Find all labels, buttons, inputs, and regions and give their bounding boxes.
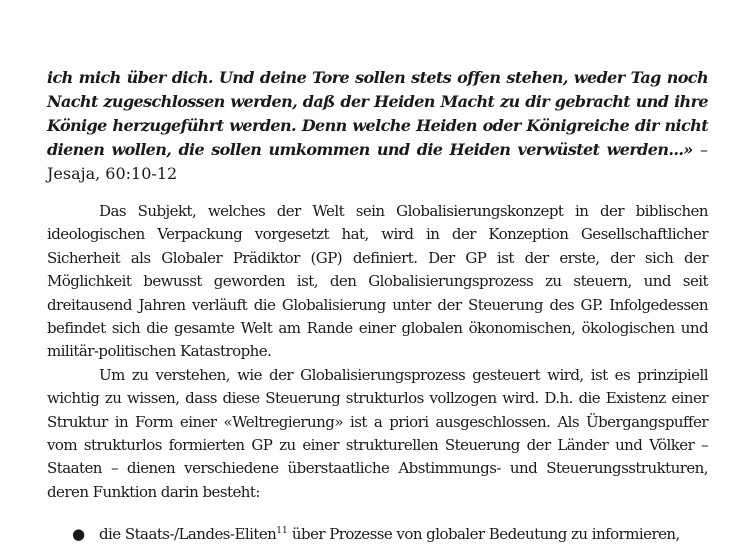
paragraph-structureless-control: Um zu verstehen, wie der Globalisierungsprozess gesteuert wird, ist es prinzipiell wichtig zu wissen, dass diese Steuerung strukturlos vollzogen wird. D.h. die Existenz einer Struktur in Form einer «Weltregierung» ist a priori ausgeschlossen. Als Übergangspuffer vom strukturlos formierten GP zu einer strukturellen Steuerung der Länder und Völker – Staaten – dienen verschiedene überstaatliche Abstimmungs- und Steuerungsstrukturen, deren Funktion darin besteht: [47,365,708,501]
bullet-list [47,523,708,546]
quote-text: ich mich über dich. Und deine Tore sollen stets offen stehen, weder Tag noch Nacht zugeschlossen werden, daß der Heiden Macht zu dir gebracht und ihre Könige herzugeführt werden. Denn welche Heiden oder Königreiche dir nicht dienen wollen, die sollen umkommen und die Heiden verwüstet werden...» [47,68,708,159]
paragraph-global-predictor: Das Subjekt, welches der Welt sein Globalisierungskonzept in der biblischen ideologischen Verpackung vorgesetzt hat, wird in der Konzeption Gesellschaftlicher Sicherheit als Globaler Prädiktor (GP) definiert. Der GP ist der erste, der sich der Möglichkeit bewusst geworden ist, den Globalisierungsprozess zu steuern, und seit dreitausend Jahren verläuft die Globalisierung unter der Steuerung des GP. Infolgedessen befindet sich die gesamte Welt am Rande einer globalen ökonomischen, ökologischen und militär-politischen Katastrophe. [47,202,708,361]
bible-quote [47,66,708,186]
bullet-text-end: über Prozesse von globaler Bedeutung zu informieren, [287,525,680,544]
quote-source: – Jesaja, 60:10-12 [47,140,708,183]
list-item [47,523,708,546]
bullet-text-start: die Staats-/Landes-Eliten [99,525,277,544]
document-page [47,66,708,546]
footnote-marker[interactable]: 11 [276,526,288,537]
bullet-icon: ● [72,525,85,544]
